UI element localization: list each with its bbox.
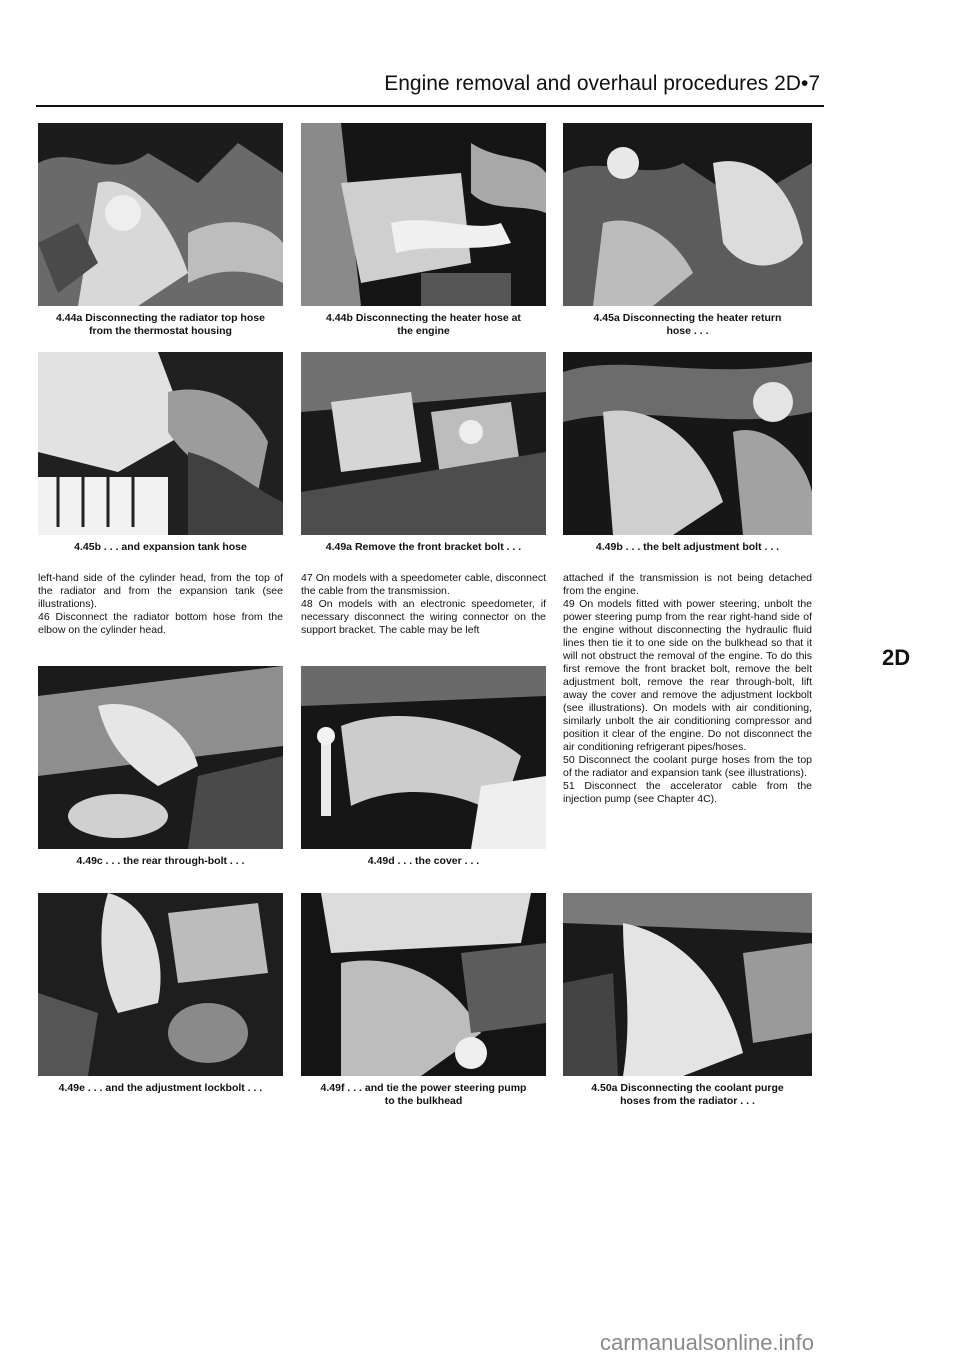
caption-4-49b: 4.49b . . . the belt adjustment bolt . . . — [595, 541, 780, 553]
paragraph: 47 On models with a speedometer cable, disconnect the cable from the transmission. — [301, 572, 546, 597]
photo-4-44b — [301, 123, 546, 306]
photo-4-44a — [38, 123, 283, 306]
caption-4-49d: 4.49d . . . the cover . . . — [367, 855, 480, 867]
caption-4-45b: 4.45b . . . and expansion tank hose — [74, 541, 247, 553]
caption-4-49c: 4.49c . . . the rear through-bolt . . . — [76, 855, 245, 867]
caption-4-50a: 4.50a Disconnecting the coolant purge hoses from the radiator . . . — [591, 1082, 784, 1107]
text-column-1 — [38, 572, 283, 637]
paragraph: 48 On models with an electronic speedometer, if necessary disconnect the wiring connector on the support bracket. The cable may be left — [301, 598, 546, 636]
caption-4-44b: 4.44b Disconnecting the heater hose at the engine — [326, 312, 521, 337]
caption-4-45a: 4.45a Disconnecting the heater return hose . . . — [593, 312, 782, 337]
text-column-3 — [563, 572, 812, 806]
paragraph: 46 Disconnect the radiator bottom hose from the elbow on the cylinder head. — [38, 611, 283, 636]
paragraph: 51 Disconnect the accelerator cable from the injection pump (see Chapter 4C). — [563, 780, 812, 805]
header-rule — [36, 105, 824, 107]
photo-4-49c — [38, 666, 283, 849]
photo-4-49a — [301, 352, 546, 535]
page-header: Engine removal and overhaul procedures 2D•7 — [384, 72, 820, 95]
caption-4-49a: 4.49a Remove the front bracket bolt . . . — [325, 541, 522, 553]
photo-4-49b — [563, 352, 812, 535]
photo-4-49f — [301, 893, 546, 1076]
photo-4-49d — [301, 666, 546, 849]
paragraph: 49 On models fitted with power steering, unbolt the power steering pump from the rear right-hand side of the engine without disconnecting the hydraulic fluid lines then tie it to one side on the bulkhead so that it will not obstruct the removal of the engine. To do this first remove the front bracket bolt, remove the belt adjustment bolt, remove the rear through-bolt, lift away the cover and remove the adjustment lockbolt (see illustrations). On models with air conditioning, similarly unbolt the air conditioning compressor and position it clear of the engine. Do not disconnect the air conditioning refrigerant pipes/hoses. — [563, 598, 812, 753]
paragraph: 50 Disconnect the coolant purge hoses from the top of the radiator and expansion tank (see illustrations). — [563, 754, 812, 779]
text-column-2 — [301, 572, 546, 637]
caption-4-44a: 4.44a Disconnecting the radiator top hose from the thermostat housing — [56, 312, 265, 337]
chapter-tab: 2D — [882, 645, 911, 670]
paragraph: left-hand side of the cylinder head, from the top of the radiator and from the expansion tank (see illustrations). — [38, 572, 283, 610]
paragraph: attached if the transmission is not being detached from the engine. — [563, 572, 812, 597]
photo-4-45b — [38, 352, 283, 535]
photo-4-49e — [38, 893, 283, 1076]
caption-4-49f: 4.49f . . . and tie the power steering pump to the bulkhead — [320, 1082, 527, 1107]
watermark-text: carmanualsonline.info — [600, 1330, 815, 1355]
caption-4-49e: 4.49e . . . and the adjustment lockbolt . . . — [58, 1082, 263, 1094]
photo-4-50a — [563, 893, 812, 1076]
photo-4-45a — [563, 123, 812, 306]
